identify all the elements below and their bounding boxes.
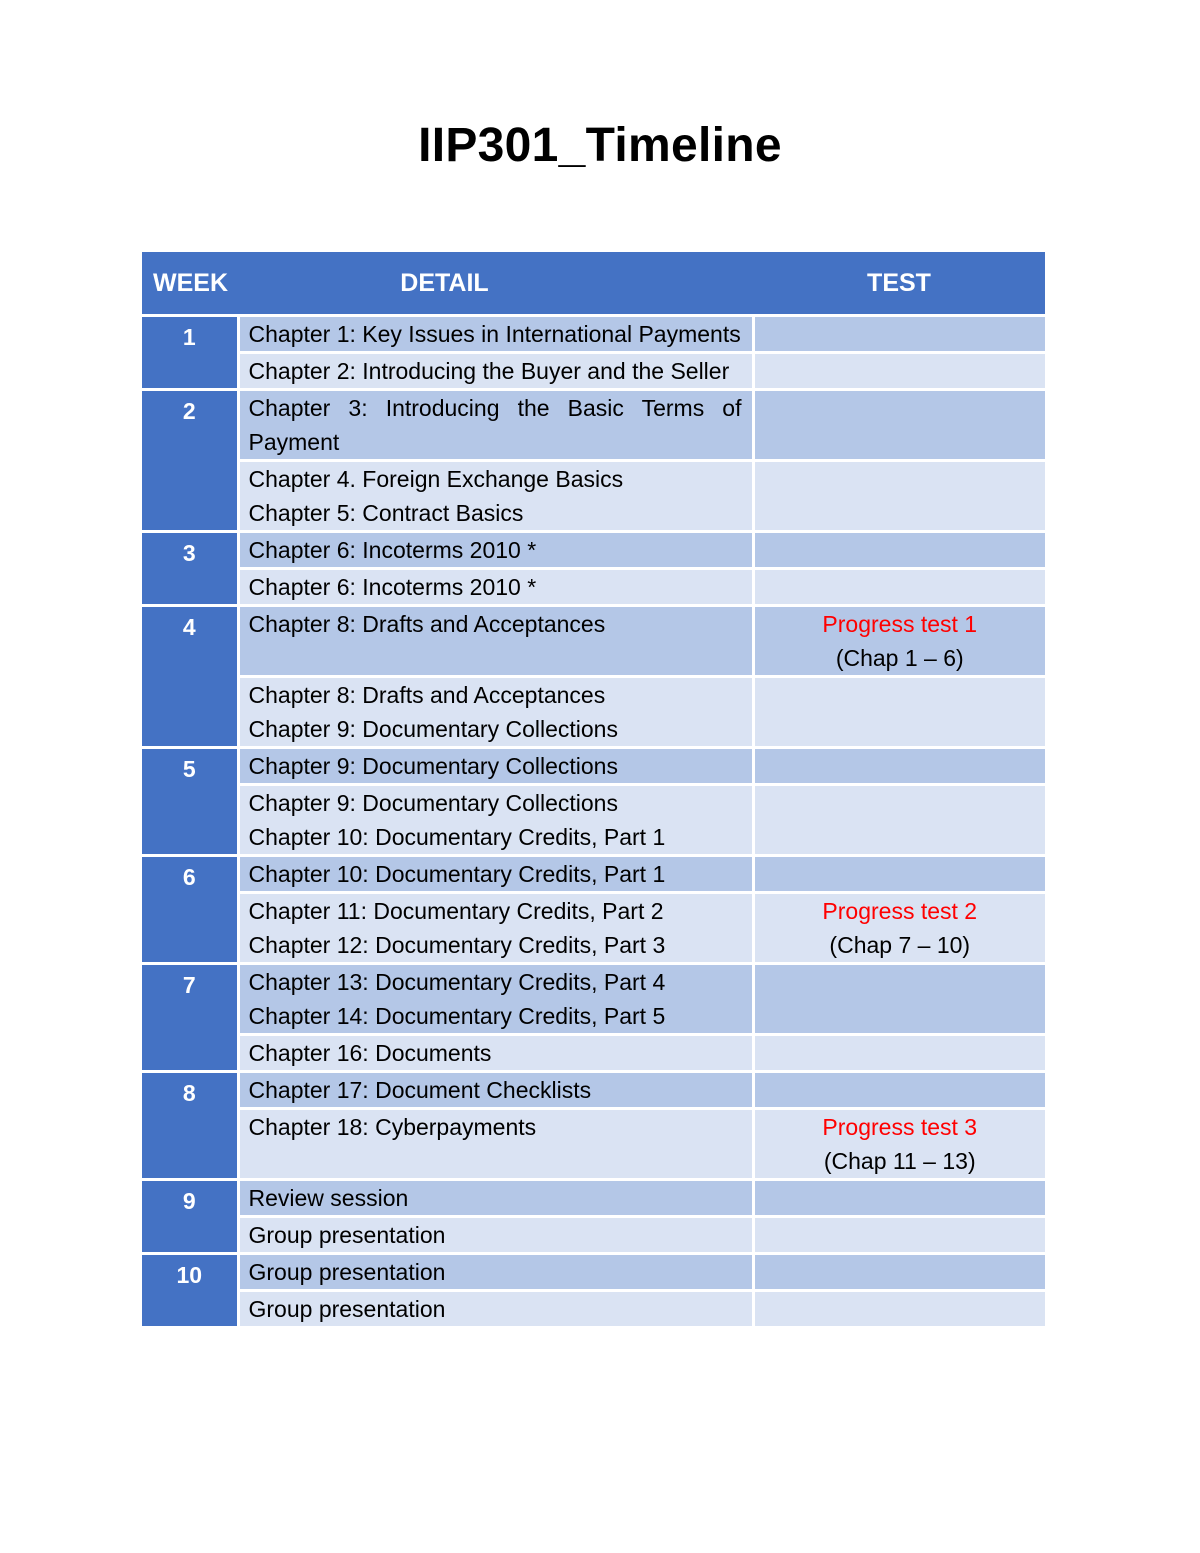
detail-line: Chapter 9: Documentary Collections <box>248 716 618 742</box>
detail-line: Group presentation <box>248 1222 446 1248</box>
table-row <box>142 461 1045 532</box>
test-cell <box>753 1035 1045 1072</box>
detail-line: Chapter 10: Documentary Credits, Part 1 <box>248 861 666 887</box>
test-cell <box>753 1217 1045 1254</box>
detail-line: Chapter 6: Incoterms 2010 * <box>248 537 537 563</box>
detail-line: Chapter 8: Drafts and Acceptances <box>248 682 606 708</box>
table-row <box>142 677 1045 748</box>
test-cell <box>753 1109 1045 1180</box>
detail-line: Chapter 2: Introducing the Buyer and the Seller <box>248 358 730 384</box>
detail-line: Chapter 17: Document Checklists <box>248 1077 592 1103</box>
detail-line: Review session <box>248 1185 409 1211</box>
table-row <box>142 353 1045 390</box>
table-row <box>142 1109 1045 1180</box>
detail-line: Chapter 3: Introducing the Basic Terms of Payment <box>248 395 742 455</box>
test-cell <box>753 1180 1045 1217</box>
detail-line: Chapter 11: Documentary Credits, Part 2 <box>248 898 664 924</box>
detail-cell <box>238 606 753 677</box>
detail-line: Chapter 12: Documentary Credits, Part 3 <box>248 932 666 958</box>
detail-cell <box>238 748 753 785</box>
detail-cell <box>238 461 753 532</box>
table-row <box>142 856 1045 893</box>
table-row <box>142 390 1045 461</box>
detail-line: Chapter 18: Cyberpayments <box>248 1114 537 1140</box>
week-number: 1 <box>142 316 238 390</box>
detail-cell <box>238 1035 753 1072</box>
detail-cell <box>238 785 753 856</box>
detail-cell <box>238 316 753 353</box>
detail-cell <box>238 390 753 461</box>
detail-cell <box>238 569 753 606</box>
detail-line: Chapter 14: Documentary Credits, Part 5 <box>248 1003 666 1029</box>
progress-test-name: Progress test 1 <box>822 611 978 637</box>
test-cell <box>753 677 1045 748</box>
timeline-table <box>142 252 1045 1326</box>
progress-test-name: Progress test 3 <box>822 1114 978 1140</box>
detail-line: Group presentation <box>248 1259 446 1285</box>
detail-line: Chapter 6: Incoterms 2010 * <box>248 574 537 600</box>
test-cell <box>753 964 1045 1035</box>
table-row <box>142 893 1045 964</box>
week-number: 7 <box>142 964 238 1072</box>
detail-cell <box>238 1291 753 1327</box>
table-row <box>142 785 1045 856</box>
detail-cell <box>238 532 753 569</box>
table-row <box>142 532 1045 569</box>
detail-cell <box>238 964 753 1035</box>
test-cell <box>753 893 1045 964</box>
table-row <box>142 316 1045 353</box>
page-title: IIP301_Timeline <box>418 119 782 172</box>
week-number: 3 <box>142 532 238 606</box>
test-cell <box>753 569 1045 606</box>
table-row <box>142 606 1045 677</box>
test-cell <box>753 532 1045 569</box>
test-cell <box>753 606 1045 677</box>
test-cell <box>753 748 1045 785</box>
week-number: 8 <box>142 1072 238 1180</box>
table-row <box>142 1254 1045 1291</box>
progress-test-name: Progress test 2 <box>822 898 978 924</box>
test-header: TEST <box>753 252 1045 316</box>
header-row <box>142 252 1045 316</box>
detail-cell <box>238 856 753 893</box>
test-cell <box>753 353 1045 390</box>
week-number: 2 <box>142 390 238 532</box>
table-row <box>142 1072 1045 1109</box>
test-cell <box>753 390 1045 461</box>
detail-cell <box>238 1109 753 1180</box>
test-cell <box>753 316 1045 353</box>
detail-cell <box>238 1254 753 1291</box>
detail-cell <box>238 1072 753 1109</box>
test-cell <box>753 785 1045 856</box>
test-cell <box>753 461 1045 532</box>
week-number: 5 <box>142 748 238 856</box>
test-cell <box>753 1291 1045 1327</box>
table-row <box>142 1217 1045 1254</box>
progress-test-range: (Chap 7 – 10) <box>829 932 971 958</box>
table-row <box>142 964 1045 1035</box>
detail-line: Chapter 5: Contract Basics <box>248 500 524 526</box>
week-header: WEEK <box>142 252 238 316</box>
detail-line: Chapter 1: Key Issues in International Payments <box>248 321 741 347</box>
test-cell <box>753 856 1045 893</box>
table-row <box>142 748 1045 785</box>
detail-line: Chapter 13: Documentary Credits, Part 4 <box>248 969 666 995</box>
week-number: 6 <box>142 856 238 964</box>
detail-cell <box>238 353 753 390</box>
detail-cell <box>238 1217 753 1254</box>
test-cell <box>753 1254 1045 1291</box>
detail-cell <box>238 677 753 748</box>
week-number: 4 <box>142 606 238 748</box>
detail-header: DETAIL <box>238 252 753 316</box>
test-cell <box>753 1072 1045 1109</box>
progress-test-range: (Chap 11 – 13) <box>823 1148 976 1174</box>
detail-line: Group presentation <box>248 1296 446 1322</box>
detail-cell <box>238 893 753 964</box>
detail-line: Chapter 16: Documents <box>248 1040 492 1066</box>
table-row <box>142 569 1045 606</box>
detail-cell <box>238 1180 753 1217</box>
week-number: 10 <box>142 1254 238 1327</box>
progress-test-range: (Chap 1 – 6) <box>835 645 964 671</box>
week-number: 9 <box>142 1180 238 1254</box>
detail-line: Chapter 8: Drafts and Acceptances <box>248 611 606 637</box>
detail-line: Chapter 10: Documentary Credits, Part 1 <box>248 824 666 850</box>
table-row <box>142 1291 1045 1327</box>
detail-line: Chapter 9: Documentary Collections <box>248 790 618 816</box>
detail-line: Chapter 9: Documentary Collections <box>248 753 618 779</box>
detail-line: Chapter 4. Foreign Exchange Basics <box>248 466 624 492</box>
table-row <box>142 1035 1045 1072</box>
table-row <box>142 1180 1045 1217</box>
